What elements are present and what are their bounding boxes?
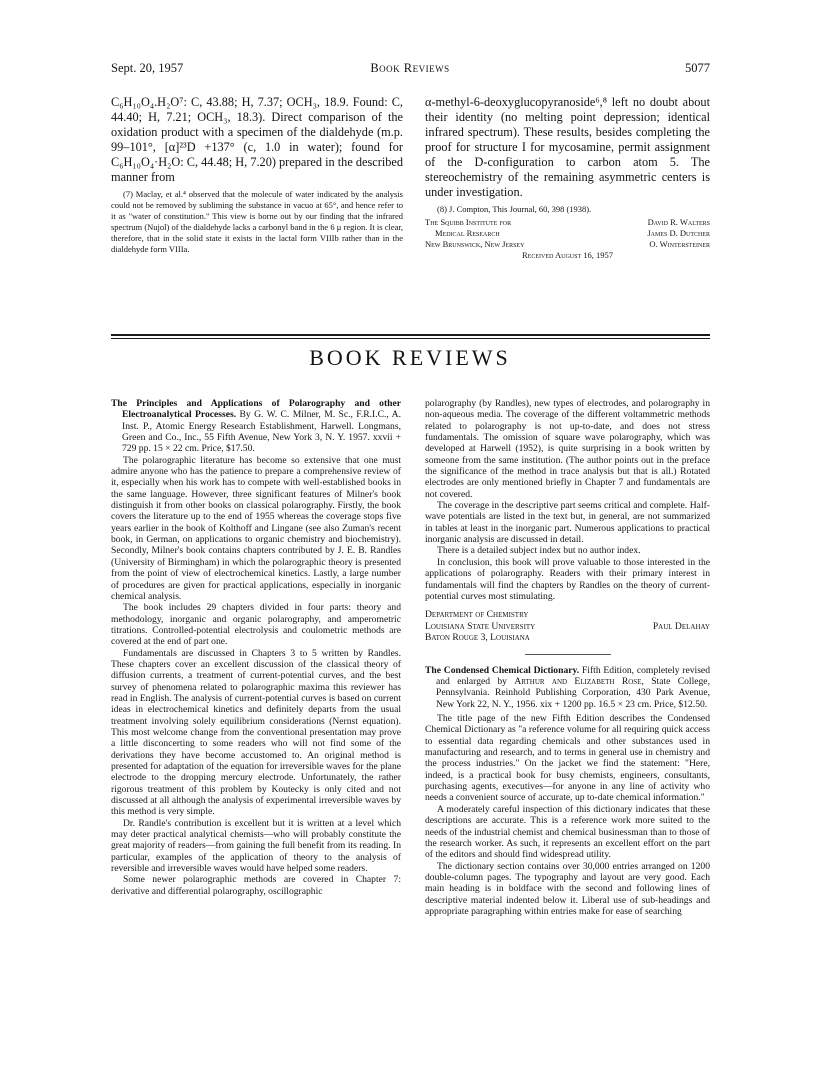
review-paragraph: polarography (by Randles), new types of electrodes, and polarography in non-aqueous media. The coverage of the different voltammetric methods related to polarography is not up-to-date, and does not stress fundamentals. The omission of square wave polarography, which was developed at Harwell (1952), is quite surprising in a book written by someone from the same institution. (The author points out in the preface the significance of the method in trace analysis but that is all.) Rotated electrodes are only mentioned briefly in Chapter 7 and fundamentals are not covered.: [425, 398, 710, 500]
article-paragraph: α-methyl-6-deoxyglucopyranoside⁶,⁸ left no doubt about their identity (no melting point depression; identical infrared spectrum). These results, besides completing the proof for structure I for mycosamine, permit assignment of the D-configuration to carbon atom 5. The stereochemistry of the remaining asymmetric centers is under investigation.: [425, 95, 710, 199]
review-paragraph: Dr. Randle's contribution is excellent but it is written at a level which may deter practical analytical chemists—who will probably constitute the great majority of readers—from gaining the full benefit from its reading. In particular, examples of the application of theory to the analysis of reversible and irreversible waves would have helped some readers.: [111, 817, 401, 875]
review-paragraph: The coverage in the descriptive part seems critical and complete. Half-wave potentials are listed in the text but, in general, are not summarized in tables at least in the inorganic part. Numerous applications to practical inorganic analysis are discussed in detail.: [425, 500, 710, 546]
author-signature-block: [425, 217, 710, 261]
section-rule-top: [111, 334, 710, 336]
reviewer-affiliation: [425, 609, 710, 644]
institution-line: The Squibb Institute for: [425, 217, 512, 227]
top-left-column: [111, 95, 403, 255]
review-paragraph: In conclusion, this book will prove valuable to those interested in the applications of polarography. Readers with their primary interest in fundamentals will find the chapters by Randles on the theory of current-potential curves most stimulating.: [425, 556, 710, 602]
review-2-citation-pre: Fifth Edition, completely revised and enlarged by: [436, 664, 710, 688]
signature-row: [425, 239, 710, 250]
institution-line: New Brunswick, New Jersey: [425, 239, 525, 249]
review-paragraph: There is a detailed subject index but no author index.: [437, 545, 641, 557]
footnote-8: (8) J. Compton, This Journal, 60, 398 (1938).: [437, 204, 592, 214]
review-2-title: The Condensed Chemical Dictionary.: [425, 664, 580, 676]
review-1-left-column: [111, 398, 401, 897]
author-name: David R. Walters: [647, 217, 710, 227]
review-paragraph: Some newer polarographic methods are covered in Chapter 7: derivative and differential polarography, oscillographic: [111, 874, 401, 897]
review-1-citation: By G. W. C. Milner, M. Sc., F.R.I.C., A. Inst. P., Atomic Energy Research Establishment, Harwell. Longmans, Green and Co., Inc., 55 Fifth Avenue, New York 3, N. Y. 1957. xxvii + 729 pp. 15 × 22 cm. Price, $17.50.: [122, 409, 401, 455]
review-paragraph: The dictionary section contains over 30,000 entries arranged on 1200 double-column pages. The typography and layout are very good. Each main heading is in boldface with the second and following lines of descriptive material indented below it. Liberal use of sub-headings and appropriate paragraphing within entries make for ease of searching: [425, 860, 710, 917]
reviewer-name: Paul Delahay: [652, 620, 710, 632]
top-right-column: [425, 95, 710, 261]
footnote-7: (7) Maclay, et al.⁴ observed that the molecule of water indicated by the analysis could not be removed by subliming the substance in vacuo at 65°, and hence refer to it as "water of constitution." This view is borne out by our finding that the infrared spectrum (Nujol) of the dialdehyde lacks a carbonyl band in the 6 μ region. It is clear, therefore, that in the solid state it exists in the lactal form VIIIb rather than in the dialdehyde form VIIIa.: [111, 189, 403, 254]
affiliation-university: Louisiana State University: [425, 620, 536, 632]
affiliation-city: Baton Rouge 3, Louisiana: [425, 632, 530, 644]
review-paragraph: The polarographic literature has become so extensive that one must admire anyone who has the patience to prepare a comprehensive review of it, especially when his work has to compete with well-established books in the same language. However, three significant features of Milner's book distinguish it from other books on classical polarography. Firstly, the book covers the literature up to the end of 1955 whereas the coverage stops five years earlier in the book of Kolthoff and Lingane (see also Zuman's recent book, in German, on applications to organic chemistry and biochemistry). Secondly, Milner's book contains chapters contributed by J. E. B. Randles (University of Birmingham) in which the polarographic theory is presented from the point of view of electrochemical kinetics. Lastly, a large number of procedures are given for practical applications, especially in inorganic chemical analysis.: [111, 454, 401, 602]
review-right-column: [425, 398, 710, 917]
institution-line: Medical Research: [435, 228, 500, 238]
article-paragraph: C₆H₁₀O₄.H₂O⁷: C, 43.88; H, 7.37; OCH₃, 18.9. Found: C, 44.40; H, 7.21; OCH₃, 18.3). Direct comparison of the oxidation product with a specimen of the dialdehyde (m.p. 99–101°, [α]²³D +137° (c, 1.0 in water); found for C₆H₁₀O₄·H₂O: C, 44.48; H, 7.20) prepared in the described manner from: [111, 95, 403, 184]
received-date: Received August 16, 1957: [521, 250, 613, 260]
header-page-number: 5077: [685, 61, 710, 75]
signature-row: [425, 217, 710, 228]
author-name: James D. Dutcher: [647, 228, 710, 238]
section-title: BOOK REVIEWS: [309, 345, 511, 370]
review-2-citation-post: State College, Pennsylvania. Reinhold Publishing Corporation, 430 Park Avenue, New York 22, N. Y., 1956. xix + 1200 pp. 16.5 × 23 cm. Price, $12.50.: [436, 676, 710, 710]
review-paragraph: A moderately careful inspection of this dictionary indicates that these descriptions are accurate. This is a reference work more suited to the needs of the industrial chemist and chemical businessman than to those of the research worker. As such, it represents an excellent effort on the part of the editors and should find widespread utility.: [425, 803, 710, 861]
review-2-authors: Arthur and Elizabeth Rose,: [514, 676, 644, 688]
header-section: Book Reviews: [370, 61, 450, 75]
review-divider: [525, 654, 611, 655]
review-paragraph: The book includes 29 chapters divided in four parts: theory and methodology, inorganic and organic polarography, and amperometric titrations. Controlled-potential electrolysis and coulometric methods are covered at the end of part one.: [111, 602, 401, 648]
review-1-heading: [111, 398, 401, 455]
affiliation-row: [425, 621, 710, 633]
author-name: O. Wintersteiner: [649, 239, 710, 249]
signature-row: [425, 228, 710, 239]
review-2-heading: [425, 665, 710, 710]
review-paragraph: The title page of the new Fifth Edition describes the Condensed Chemical Dictionary as "a reference volume for all requiring quick access to essential data regarding chemicals and other substances used in manufacturing and research, and to terms in general use in chemistry and the process industries." On the jacket we find the statement: "Here, indeed, is a practical book for busy chemists, engineers, consultants, purchasing agents, executives—for anyone in any line of activity who needs a convenient source of accurate, up to-date chemical information.": [425, 713, 710, 804]
section-rule-bottom: [111, 338, 710, 339]
review-1-title: The Principles and Applications of Polarography and other Electroanalytical Processes.: [111, 398, 401, 421]
review-paragraph: Fundamentals are discussed in Chapters 3 to 5 written by Randles. These chapters cover an excellent discussion of the classical theory of diffusion currents, a treatment of current-potential curves, and the best survey of phenomena related to polarographic maxima this reviewer has read in English. The analysis of current-potential curves is based on current ideas in electrochemical kinetics and definitely departs from the usual treatment involving solely equilibrium considerations (Nernst equation). This most welcome change from the conventional presentation may prove a little disconcerting to some readers who will not find some of the derivations they have become accustomed to. An original method is presented for adaptation of the equation for irreversible waves for the plane electrode to the dropping mercury electrode. Unfortunately, the rather rigorous treatment of this problem by Koutecky is only cited and not discussed at all although the analysis of experimental irreversible waves by this method is very simple.: [111, 647, 401, 818]
affiliation-department: Department of Chemistry: [425, 609, 529, 621]
header-date: Sept. 20, 1957: [111, 61, 184, 75]
